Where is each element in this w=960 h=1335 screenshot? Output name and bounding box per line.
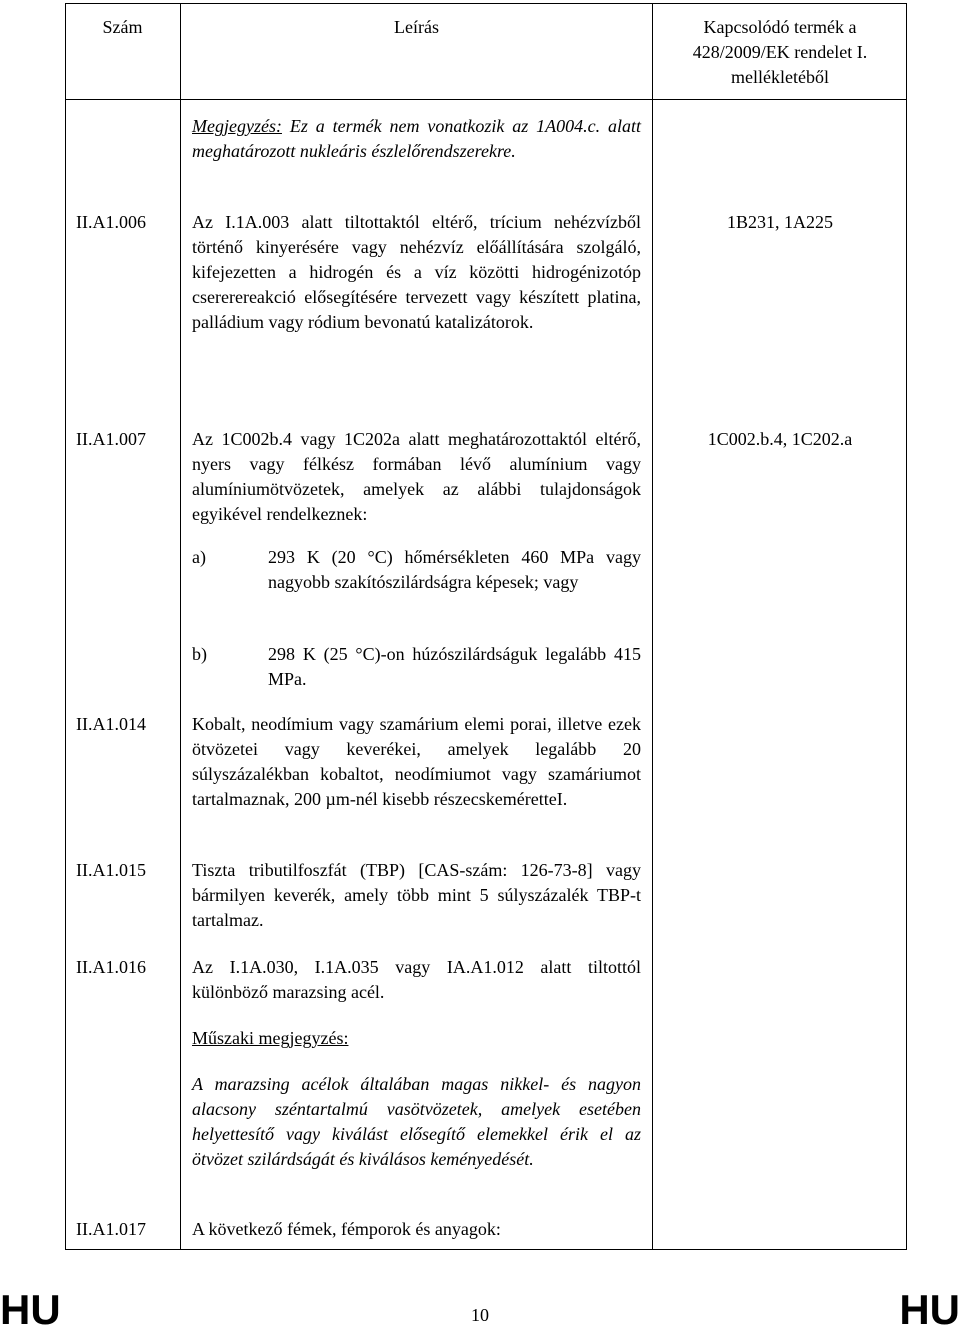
row-description-015: Tiszta tributilfoszfát (TBP) [CAS-szám: 126-73-8] vagy bármilyen keverék, amely több mint 5 súlyszázalék TBP-t tartalmaz. (192, 860, 641, 930)
column-divider-1 (180, 3, 181, 1250)
list-item-label-a: a) (192, 547, 206, 567)
regulation-table (65, 3, 907, 1250)
column-divider-2 (652, 3, 653, 1250)
row-number-015: II.A1.015 (76, 860, 146, 880)
header-number: Szám (102, 17, 143, 37)
footer-language-right: HU (899, 1286, 960, 1333)
technical-note-label: Műszaki megjegyzés: (192, 1028, 349, 1048)
header-related: Kapcsolódó termék a 428/2009/EK rendelet I. mellékletéből (692, 17, 868, 87)
row-related-007: 1C002.b.4, 1C202.a (707, 429, 853, 449)
row-related-006: 1B231, 1A225 (726, 212, 833, 232)
row-description-007: Az 1C002b.4 vagy 1C202a alatt meghatározottaktól eltérő, nyers vagy félkész formában lévő alumínium vagy alumíniumötvözetek, amelyek az alábbi tulajdonságok egyikével rendelkeznek: (192, 429, 641, 524)
row-description-016: Az I.1A.030, I.1A.035 vagy IA.A1.012 alatt tiltottól különböző marazsing acél. (192, 957, 641, 1002)
row-description-006: Az I.1A.003 alatt tiltottaktól eltérő, trícium nehézvízből történő kinyerésére vagy nehézvíz előállítására szolgáló, kifejezetten a hidrogén és a víz közötti hidrogénizotóp csererereakció elősegítésére tervezett vagy készített platina, palládium vagy ródium bevonatú katalizátorok. (192, 212, 641, 332)
list-item-text-b: 298 K (25 °C)-on húzószilárdságuk legalább 415 MPa. (268, 644, 641, 689)
technical-note-text: A marazsing acélok általában magas nikkel- és nagyon alacsony széntartalmú vasötvözetek, amelyek esetében helyettesítő vagy kiválást elősegítő elemekkel érik el az ötvözet szilárdságát és kiválásos keményedését. (192, 1074, 641, 1169)
row-description-014: Kobalt, neodímium vagy szamárium elemi porai, illetve ezek ötvözetei vagy keverékei, amelyek legalább 20 súlyszázalékban kobaltot, neodímiumot vagy szamáriumot tartalmaznak, 200 µm-nél kisebb részecskeméretteI. (192, 714, 641, 809)
list-item-text-a: 293 K (20 °C) hőmérsékleten 460 MPa vagy nagyobb szakítószilárdságra képesek; vagy (268, 547, 641, 592)
note-top-label: Megjegyzés: (192, 116, 282, 136)
footer-language-left: HU (0, 1286, 61, 1333)
table-border-top (65, 3, 907, 4)
table-border-right (906, 3, 907, 1250)
page-number: 10 (471, 1305, 489, 1325)
header-description: Leírás (394, 17, 439, 37)
note-top (192, 114, 641, 164)
table-border-bottom (65, 1249, 907, 1250)
row-number-016: II.A1.016 (76, 957, 146, 977)
row-number-017: II.A1.017 (76, 1219, 146, 1239)
row-number-007: II.A1.007 (76, 429, 146, 449)
note-top-text: Ez a termék nem vonatkozik az 1A004.c. alatt meghatározott nukleáris észlelőrendszerekre. (192, 116, 641, 161)
table-border-left (65, 3, 66, 1250)
row-description-017: A következő fémek, fémporok és anyagok: (192, 1219, 501, 1239)
list-item-label-b: b) (192, 644, 207, 664)
row-number-006: II.A1.006 (76, 212, 146, 232)
header-border-bottom (65, 99, 907, 100)
row-number-014: II.A1.014 (76, 714, 146, 734)
